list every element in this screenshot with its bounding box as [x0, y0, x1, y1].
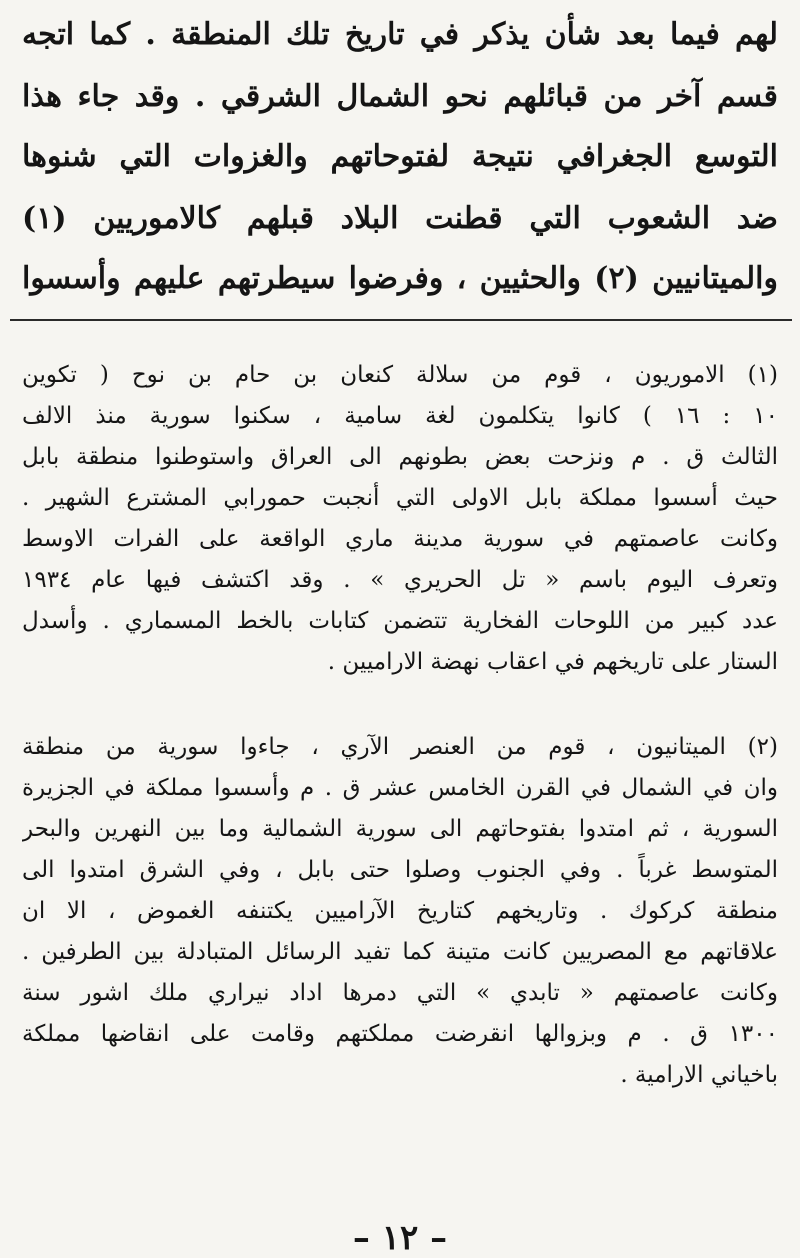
main-text-line: التوسع الجغرافي نتيجة لفتوحاتهم والغزوات التي شنوها: [22, 139, 778, 174]
main-text-line: والميتانيين (٢) والحثيين ، وفرضوا سيطرتهم عليهم وأسسوا: [22, 261, 778, 296]
footnote-line: السورية ، ثم امتدوا بفتوحاتهم الى سورية الشمالية وما بين النهرين والبحر: [22, 816, 778, 842]
footnote-line: وتعرف اليوم باسم « تل الحريري » . وقد اكتشف فيها عام ١٩٣٤: [22, 567, 778, 593]
footnote-separator: [10, 319, 792, 321]
footnote-line: باخياني الارامية .: [620, 1062, 778, 1088]
footnote-line: ١٠ : ١٦ ) كانوا يتكلمون لغة سامية ، سكنوا سورية منذ الالف: [22, 403, 778, 429]
footnote-line: عدد كبير من اللوحات الفخارية تتضمن كتابات بالخط المسماري . وأسدل: [22, 608, 778, 634]
footnote-line: علاقاتهم مع المصريين كانت متينة كما تفيد الرسائل المتبادلة بين الطرفين .: [22, 939, 778, 965]
footnote-line: الثالث ق . م ونزحت بعض بطونهم الى العراق واستوطنوا منطقة بابل: [22, 444, 778, 470]
footnote-line: حيث أسسوا مملكة بابل الاولى التي أنجبت حمورابي المشترع الشهير .: [22, 485, 778, 511]
page-number: – ١٢ –: [352, 1218, 448, 1258]
footnote-line: منطقة كركوك . وتاريخهم كتاريخ الآراميين يكتنفه الغموض ، الا ان: [22, 898, 778, 924]
main-text-line: ضد الشعوب التي قطنت البلاد قبلهم كالاموريين (١): [22, 201, 778, 236]
footnote-line: الستار على تاريخهم في اعقاب نهضة الاراميين .: [327, 649, 778, 675]
footnote-line: وان في الشمال في القرن الخامس عشر ق . م وأسسوا مملكة في الجزيرة: [22, 775, 778, 801]
main-text-line: لهم فيما بعد شأن يذكر في تاريخ تلك المنطقة . كما اتجه: [22, 17, 778, 52]
footnote-line: المتوسط غرباً . وفي الجنوب وصلوا حتى بابل ، وفي الشرق امتدوا الى: [22, 857, 778, 883]
footnote-line: ١٣٠٠ ق . م وبزوالها انقرضت مملكتهم وقامت على انقاضها مملكة: [22, 1021, 778, 1047]
footnote-line: (١) الاموريون ، قوم من سلالة كنعان بن حام بن نوح ( تكوين: [22, 362, 778, 388]
footnote-line: وكانت عاصمتهم في سورية مدينة ماري الواقعة على الفرات الاوسط: [22, 526, 778, 552]
footnote-line: وكانت عاصمتهم « تابدي » التي دمرها اداد نيراري ملك اشور سنة: [22, 980, 778, 1006]
main-text-line: قسم آخر من قبائلهم نحو الشمال الشرقي . وقد جاء هذا: [22, 79, 778, 114]
footnote-line: (٢) الميتانيون ، قوم من العنصر الآري ، جاءوا سورية من منطقة: [22, 734, 778, 760]
